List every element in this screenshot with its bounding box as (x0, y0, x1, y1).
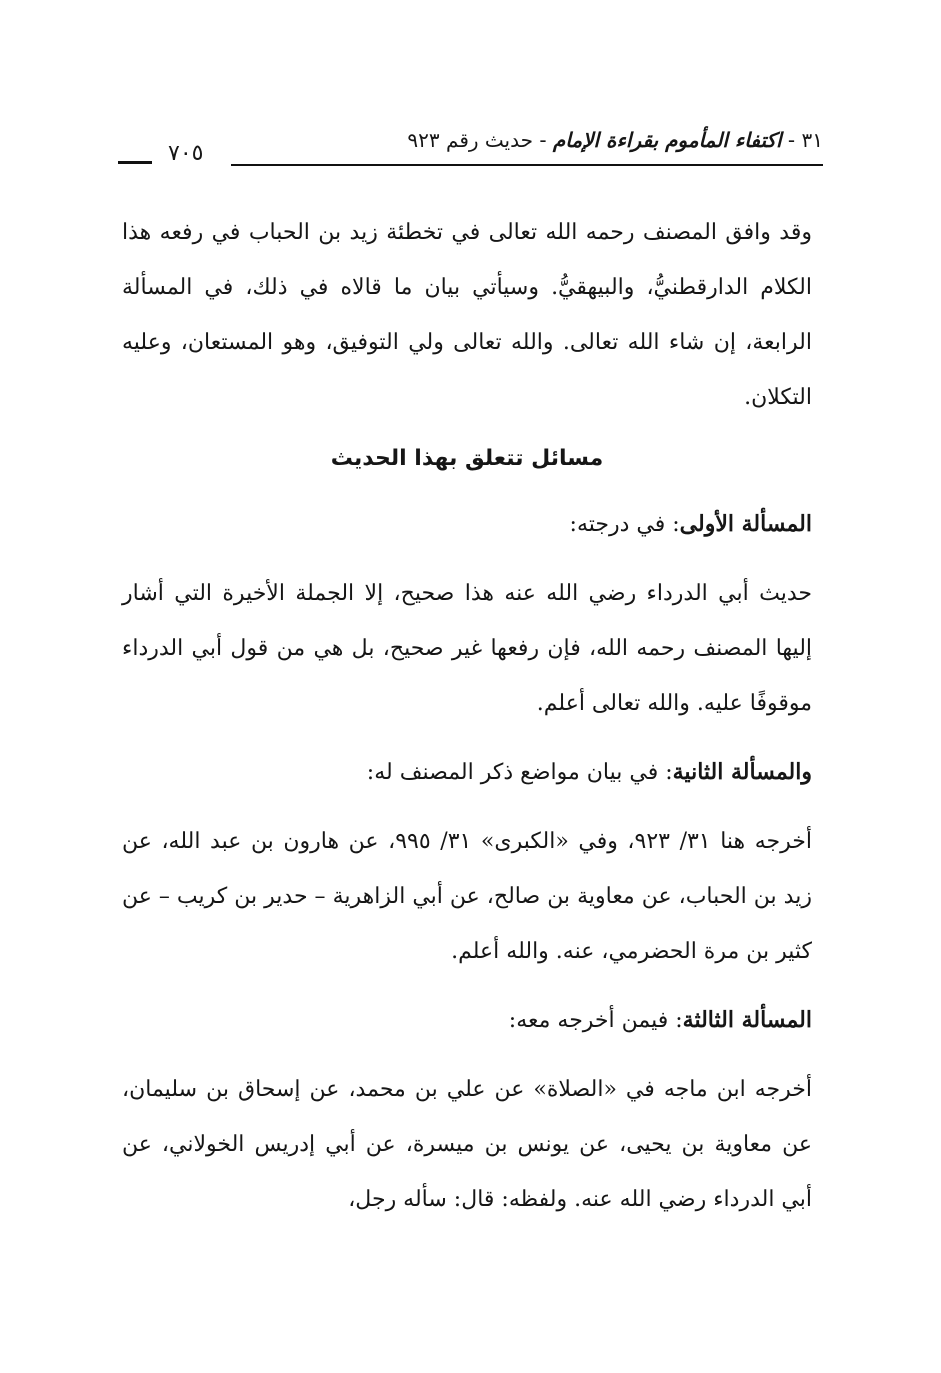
header-chapter-number: ٣١ - (781, 128, 823, 152)
text-line: – حدير بن كريب – عن كثير بن مرة الحضرمي، عنه. والله أعلم. (122, 884, 812, 964)
issue-1-subject: : في درجته: (569, 512, 680, 537)
running-header (118, 128, 823, 176)
issue-2-title-line (122, 745, 812, 800)
text-line: أخرجه ابن ماجه في «الصلاة» عن علي بن محمد، عن إسحاق بن (206, 1077, 812, 1102)
text-line: المستعان، وعليه التكلان. (122, 330, 812, 410)
header-title (407, 128, 823, 152)
text-line: سليمان، عن معاوية بن يحيى، عن يونس بن ميسرة، عن أبي إدريس (122, 1077, 812, 1157)
text-line: عبد الله، عن زيد بن الحباب، عن معاوية بن صالح، عن أبي الزاهرية (122, 829, 812, 909)
issue-3-subject: : فيمن أخرجه معه: (508, 1008, 683, 1033)
text-line: حديث أبي الدرداء رضي الله عنه هذا صحيح، إلا الجملة الأخيرة (222, 581, 812, 606)
header-chapter-title: اكتفاء المأموم بقراءة الإمام (552, 128, 782, 152)
page-number: ٧٠٥ (168, 141, 204, 166)
text-line: في المسألة الرابعة، إن شاء الله تعالى. والله تعالى ولي التوفيق، وهو (122, 275, 812, 355)
intro-paragraph (122, 205, 812, 425)
page-content (122, 205, 812, 1241)
header-rule (231, 164, 823, 166)
text-line: أخرجه هنا ٣١/ ٩٢٣، وفي «الكبرى» ٣١/ ٩٩٥، عن هارون بن (250, 829, 812, 854)
text-line: التي أشار إليها المصنف رحمه الله، فإن رفعها غير صحيح، بل هي من (122, 581, 813, 661)
issue-2-body (122, 814, 812, 979)
issue-3-title-line (122, 993, 812, 1048)
page-number-dash (118, 161, 152, 164)
issue-2-subject: : في بيان مواضع ذكر المصنف له: (366, 760, 673, 785)
issue-2-title: والمسألة الثانية (672, 759, 812, 785)
text-line: رفعه هذا الكلام الدارقطنيُّ، والبيهقيُّ. وسيأتي بيان ما قالاه في ذلك، (122, 220, 812, 300)
issue-1-title: المسألة الأولى (679, 511, 812, 537)
text-line: وقد وافق المصنف رحمه الله تعالى في تخطئة زيد بن الحباب في (211, 220, 812, 245)
text-line: الخولاني، عن أبي الدرداء رضي الله عنه. ولفظه: قال: سأله رجل، (122, 1132, 812, 1212)
text-line: قول أبي الدرداء موقوفًا عليه. والله تعالى أعلم. (122, 636, 812, 716)
issue-3-title: المسألة الثالثة (682, 1007, 812, 1033)
issue-1-title-line (122, 497, 812, 552)
header-hadith-number: - حديث رقم ٩٢٣ (407, 128, 553, 152)
issue-3-body (122, 1062, 812, 1227)
issue-1-body (122, 566, 812, 731)
section-heading: مسائل تتعلق بهذا الحديث (330, 446, 604, 471)
